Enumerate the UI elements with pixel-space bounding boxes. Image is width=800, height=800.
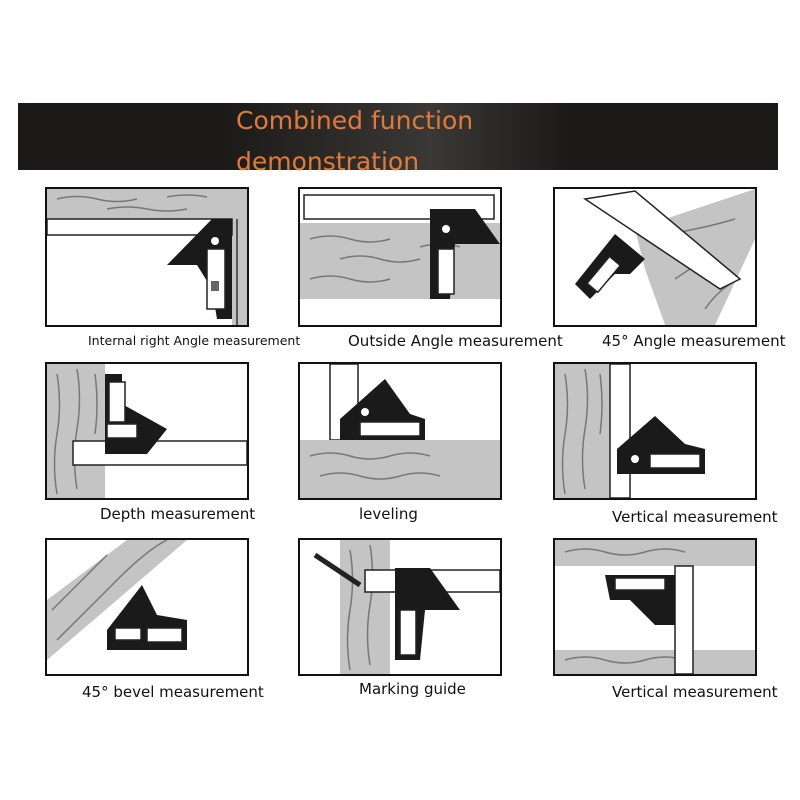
panel-vertical	[553, 362, 757, 500]
page-title	[236, 100, 473, 182]
panel-vertical-2	[553, 538, 757, 676]
caption-leveling: leveling	[359, 505, 418, 523]
panel-depth	[45, 362, 249, 500]
caption-outside-angle: Outside Angle measurement	[348, 332, 563, 350]
caption-45-bevel: 45° bevel measurement	[82, 683, 264, 701]
45-angle-illustration	[555, 189, 755, 325]
panel-45-angle	[553, 187, 757, 327]
caption-internal-right-angle: Internal right Angle measurement	[88, 333, 301, 348]
depth-illustration	[47, 364, 247, 498]
panel-marking-guide	[298, 538, 502, 676]
outside-angle-illustration	[300, 189, 500, 325]
vertical-illustration	[555, 364, 755, 498]
caption-vertical-2: Vertical measurement	[612, 683, 778, 701]
panel-45-bevel	[45, 538, 249, 676]
vertical-illustration-2	[555, 540, 755, 674]
panel-internal-right-angle	[45, 187, 249, 327]
caption-depth: Depth measurement	[100, 505, 256, 523]
title-line-2: demonstration	[236, 147, 420, 176]
title-line-1: Combined function	[236, 106, 474, 135]
caption-45-angle: 45° Angle measurement	[602, 332, 786, 350]
panel-leveling	[298, 362, 502, 500]
marking-guide-illustration	[300, 540, 500, 674]
panel-outside-angle	[298, 187, 502, 327]
leveling-illustration	[300, 364, 500, 498]
45-bevel-illustration	[47, 540, 247, 674]
internal-right-angle-illustration	[47, 189, 247, 325]
caption-vertical: Vertical measurement	[612, 508, 778, 526]
caption-marking-guide: Marking guide	[359, 680, 466, 698]
